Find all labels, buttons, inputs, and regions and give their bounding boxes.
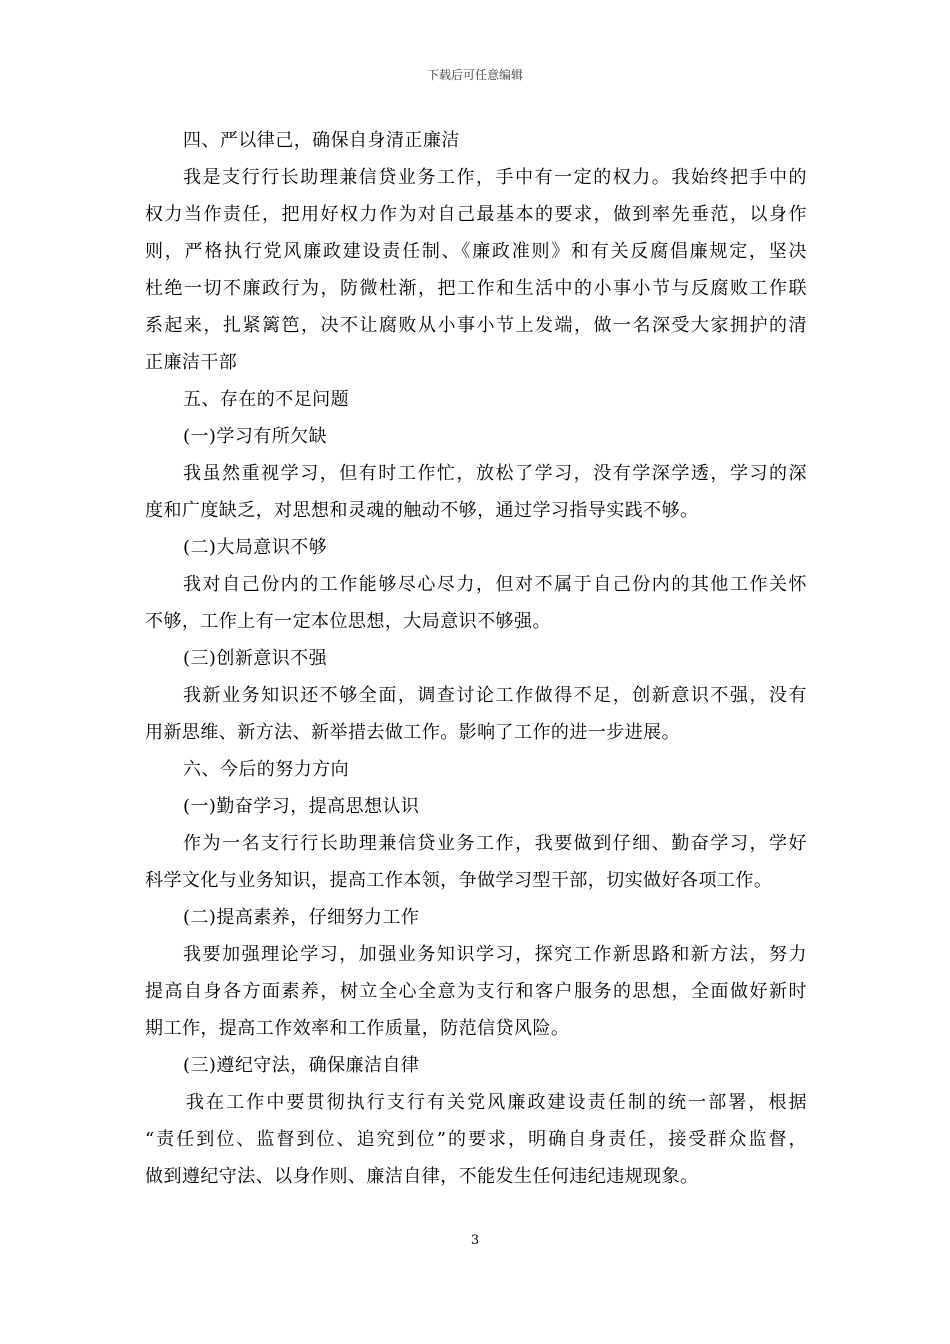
text-line: 提高自身各方面素养，树立全心全意为支行和客户服务的思想，全面做好新时 bbox=[145, 981, 807, 1002]
page-number: 3 bbox=[470, 1233, 480, 1248]
text-line: 权力当作责任，把用好权力作为对自己最基本的要求，做到率先垂范，以身作 bbox=[145, 204, 807, 225]
text-line: 杜绝一切不廉政行为，防微杜渐，把工作和生活中的小事小节与反腐败工作联 bbox=[145, 278, 807, 299]
text-line: “责任到位、监督到位、追究到位”的要求，明确自身责任，接受群众监督， bbox=[145, 1129, 807, 1150]
text-line: (三)创新意识不强 bbox=[183, 648, 328, 669]
text-line: 五、存在的不足问题 bbox=[183, 389, 350, 410]
header-note: 下载后可任意编辑 bbox=[426, 68, 523, 82]
text-line: 正廉洁干部 bbox=[145, 352, 238, 373]
text-line: 我对自己份内的工作能够尽心尽力，但对不属于自己份内的其他工作关怀 bbox=[183, 574, 807, 595]
text-line: 六、今后的努力方向 bbox=[183, 759, 350, 780]
text-line: 系起来，扎紧篱笆，决不让腐败从小事小节上发端，做一名深受大家拥护的清 bbox=[145, 315, 807, 336]
text-line: 度和广度缺乏，对思想和灵魂的触动不够，通过学习指导实践不够。 bbox=[145, 500, 699, 521]
text-line: 我虽然重视学习，但有时工作忙，放松了学习，没有学深学透，学习的深 bbox=[183, 463, 807, 484]
text-line: 我新业务知识还不够全面，调查讨论工作做得不足，创新意识不强，没有 bbox=[183, 685, 807, 706]
text-line: (三)遵纪守法，确保廉洁自律 bbox=[183, 1055, 420, 1076]
text-line: 做到遵纪守法、以身作则、廉洁自律，不能发生任何违纪违规现象。 bbox=[145, 1166, 699, 1187]
text-line: (一)勤奋学习，提高思想认识 bbox=[183, 796, 420, 817]
text-line: 科学文化与业务知识，提高工作本领，争做学习型干部，切实做好各项工作。 bbox=[145, 870, 773, 891]
text-line: 我在工作中要贯彻执行支行有关党风廉政建设责任制的统一部署，根据 bbox=[186, 1092, 807, 1113]
text-line: 我要加强理论学习，加强业务知识学习，探究工作新思路和新方法，努力 bbox=[183, 944, 807, 965]
document-body bbox=[145, 122, 807, 1195]
text-line: 用新思维、新方法、新举措去做工作。影响了工作的进一步进展。 bbox=[145, 722, 681, 743]
text-line: (一)学习有所欠缺 bbox=[183, 426, 328, 447]
text-line: (二)大局意识不够 bbox=[183, 537, 328, 558]
text-line: 不够，工作上有一定本位思想，大局意识不够强。 bbox=[145, 611, 551, 632]
text-line: 期工作，提高工作效率和工作质量，防范信贷风险。 bbox=[145, 1018, 570, 1039]
text-line: 则，严格执行党风廉政建设责任制、《廉政准则》和有关反腐倡廉规定，坚决 bbox=[145, 241, 807, 262]
text-line: 我是支行行长助理兼信贷业务工作，手中有一定的权力。我始终把手中的 bbox=[183, 167, 807, 188]
text-line: 作为一名支行行长助理兼信贷业务工作，我要做到仔细、勤奋学习，学好 bbox=[183, 833, 807, 854]
text-line: 四、严以律己，确保自身清正廉洁 bbox=[183, 130, 460, 151]
text-line: (二)提高素养，仔细努力工作 bbox=[183, 907, 420, 928]
